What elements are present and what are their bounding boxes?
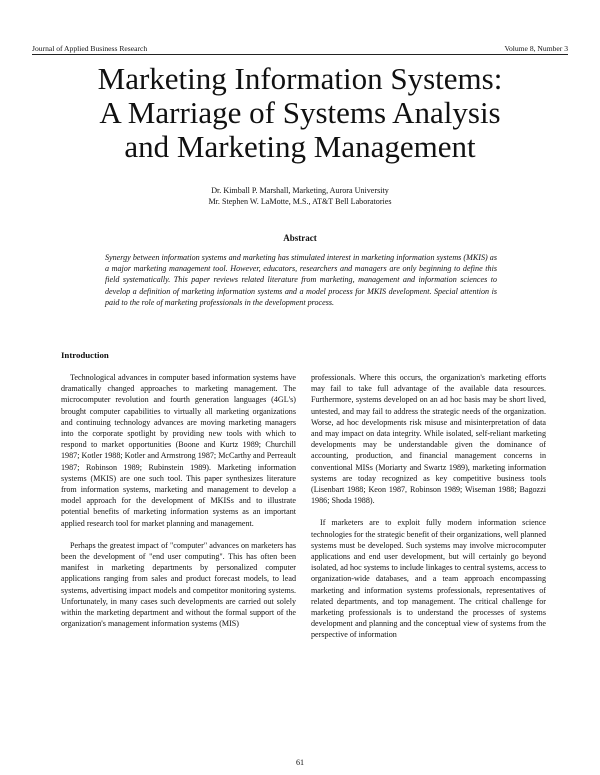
left-column [61,372,296,640]
journal-name: Journal of Applied Business Research [32,44,148,53]
abstract-text: Synergy between information systems and marketing has stimulated interest in marketing information systems (MKIS) as a major marketing management tool. However, educators, researchers and managers are only beginning to define this field systematically. This paper reviews related literature from marketing, management and information sciences to develop a definition of marketing information systems and a model process for MKIS development. Special attention is paid to the role of marketing professionals in the development process. [105,253,497,307]
section-heading: Introduction [61,350,109,360]
title-line: and Marketing Management [124,129,476,164]
author-line: Mr. Stephen W. LaMotte, M.S., AT&T Bell Laboratories [208,197,392,206]
title-line: Marketing Information Systems: [97,61,503,96]
paragraph: If marketers are to exploit fully modern information science technologies for the strategic benefit of their organizations, well planned systems must be developed. Such systems may involve microcomputer applications and end user development, but will certainly go beyond isolated, ad hoc systems to include linkages to central systems, access to organization-wide databases, and a team approach encompassing marketing and information systems professionals, representatives of related departments, and top management. The critical challenge for marketing professionals is to understand the processes of systems development and planning and the conceptual view of systems from the perspective of information [311,518,546,640]
volume-number: Volume 8, Number 3 [504,44,568,53]
author-block [140,185,460,207]
page-number: 61 [295,758,305,767]
paragraph: professionals. Where this occurs, the organization's marketing efforts may fail to take full advantage of the available data resources. Furthermore, systems developed on an ad hoc basis may be short lived, untested, and may fail to address the strategic needs of the organization. Worse, ad hoc developments risk misuse and misinterpretation of data and may impact on data integrity. While isolated, self-reliant marketing developments may be understandable given the dominance of accounting, production, and financial management concerns in conventional MISs (Moriarty and Swartz 1989), marketing information systems are today recognized as key competitive business tools (Lisenbart 1988; Keon 1987, Robinson 1989; Wiseman 1988; Bagozzi 1986; Shoda 1988). [311,373,546,506]
right-column [311,372,546,652]
header-rule [32,54,568,55]
abstract-heading: Abstract [283,233,317,243]
title-line: A Marriage of Systems Analysis [99,95,501,130]
paragraph: Technological advances in computer based information systems have dramatically changed approaches to marketing management. The microcomputer revolution and fourth generation languages (4GL's) brought computer capabilities to virtually all marketing organizations and continuing technology advances are moving marketing managers into the corporate spotlight by providing new tools with which to respond to market opportunities (Boone and Kurtz 1989; Churchill 1987; Kotler 1988; Kotler and Armstrong 1987; McCarthy and Perreault 1987; Robinson 1989; Rubinstein 1989). Marketing information systems (MKIS) are one such tool. This paper synthesizes literature from information systems, marketing and management to develop a model approach for the development of MKISs and to illustrate potential benefits of marketing information systems as an important applied research tool for market planning and management. [61,373,296,528]
running-head [32,44,568,53]
paper-title [40,62,560,164]
paragraph: Perhaps the greatest impact of "computer" advances on marketers has been the development of "end user computing". This has often been manifest in marketing departments by personalized computer applications ranging from sales and product forecast models, to lead systems, advertising impact models and competitor monitoring systems. Unfortunately, in many cases such developments are carried out solely within the marketing department and without the formal support of the organization's management information systems (MIS) [61,540,296,629]
author-line: Dr. Kimball P. Marshall, Marketing, Aurora University [211,186,389,195]
